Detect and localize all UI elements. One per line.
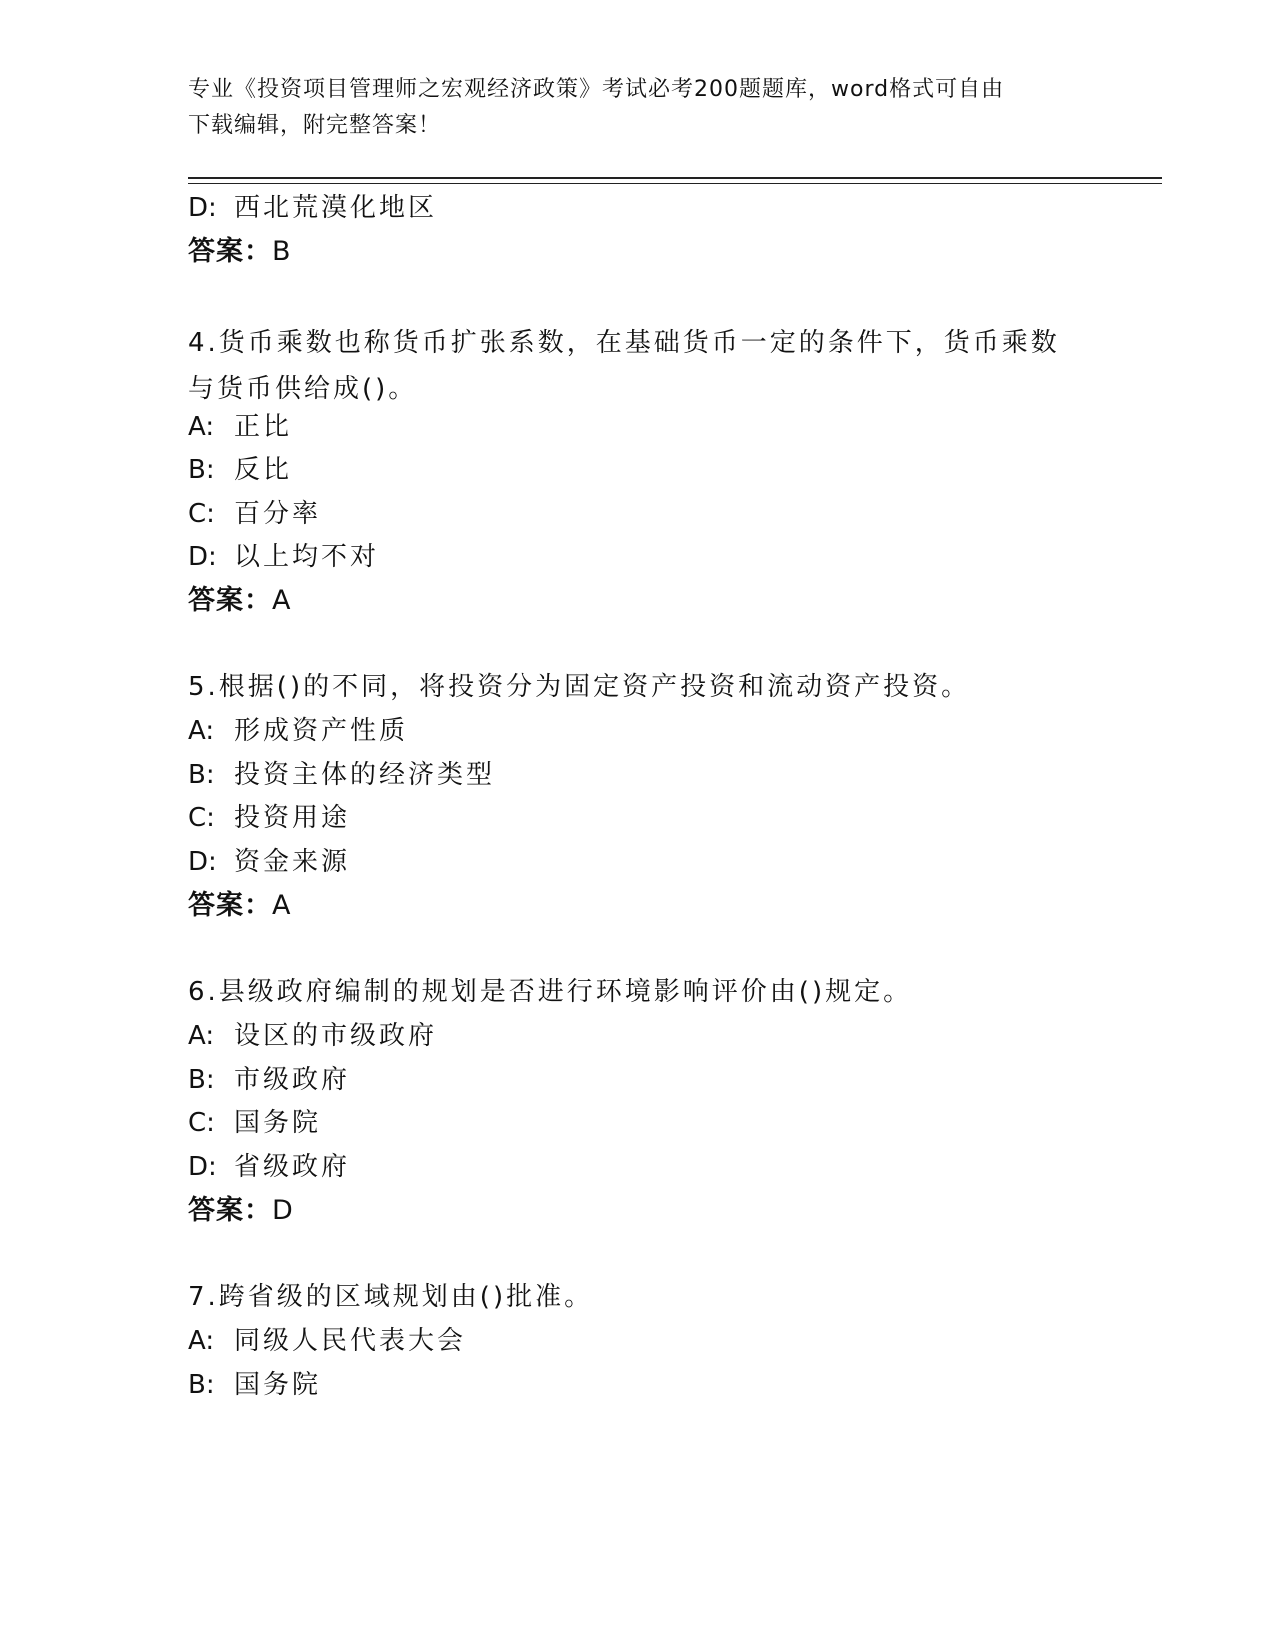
question-4-option-c bbox=[188, 497, 321, 531]
option-letter: A: bbox=[188, 412, 215, 442]
answer-label: 答案： bbox=[188, 890, 272, 921]
option-text: 投资主体的经济类型 bbox=[234, 760, 496, 790]
option-text: 市级政府 bbox=[234, 1065, 351, 1095]
question-5-stem bbox=[188, 670, 970, 704]
option-letter: D: bbox=[188, 542, 217, 572]
carryover-answer bbox=[188, 235, 292, 269]
option-letter: B: bbox=[188, 1065, 215, 1095]
header-rule-thin bbox=[188, 183, 1162, 184]
question-6-option-b bbox=[188, 1063, 350, 1097]
option-text: 西北荒漠化地区 bbox=[234, 193, 438, 223]
option-letter: A: bbox=[188, 1326, 215, 1356]
answer-label: 答案： bbox=[188, 1195, 272, 1226]
option-text: 国务院 bbox=[234, 1108, 322, 1138]
question-5-stem-text: 5.根据()的不同，将投资分为固定资产投资和流动资产投资。 bbox=[188, 672, 971, 702]
option-letter: D: bbox=[188, 193, 217, 223]
option-letter: B: bbox=[188, 760, 215, 790]
option-text: 反比 bbox=[234, 455, 293, 485]
question-7-option-a bbox=[188, 1324, 466, 1358]
question-5-option-a bbox=[188, 714, 408, 748]
question-4-option-d bbox=[188, 540, 379, 574]
option-letter: D: bbox=[188, 847, 217, 877]
question-4-option-b bbox=[188, 453, 292, 487]
answer-label: 答案： bbox=[188, 236, 272, 267]
question-4-stem-line-2: 与货币供给成()。 bbox=[188, 374, 418, 404]
question-6-option-a bbox=[188, 1019, 437, 1053]
carryover-option-d bbox=[188, 191, 437, 225]
option-letter: D: bbox=[188, 1152, 217, 1182]
question-6-answer bbox=[188, 1194, 294, 1228]
option-text: 投资用途 bbox=[234, 803, 351, 833]
question-5-option-b bbox=[188, 758, 495, 792]
question-6-option-c bbox=[188, 1106, 321, 1140]
question-5-option-c bbox=[188, 801, 350, 835]
question-7-option-b bbox=[188, 1368, 321, 1402]
option-letter: B: bbox=[188, 455, 215, 485]
option-text: 资金来源 bbox=[234, 847, 351, 877]
option-text: 省级政府 bbox=[234, 1152, 351, 1182]
question-4-answer bbox=[188, 584, 291, 618]
option-letter: A: bbox=[188, 716, 215, 746]
answer-value: B bbox=[272, 236, 292, 267]
option-letter: C: bbox=[188, 499, 215, 529]
question-4-stem-line-1: 4.货币乘数也称货币扩张系数，在基础货币一定的条件下，货币乘数 bbox=[188, 328, 1060, 358]
answer-value: A bbox=[272, 585, 292, 616]
option-letter: C: bbox=[188, 1108, 215, 1138]
option-letter: C: bbox=[188, 803, 215, 833]
question-4-option-a bbox=[188, 410, 292, 444]
answer-label: 答案： bbox=[188, 585, 272, 616]
option-text: 同级人民代表大会 bbox=[234, 1326, 467, 1356]
option-text: 正比 bbox=[234, 412, 293, 442]
option-letter: A: bbox=[188, 1021, 215, 1051]
question-6-stem bbox=[188, 975, 912, 1009]
option-letter: B: bbox=[188, 1370, 215, 1400]
question-6-stem-text: 6.县级政府编制的规划是否进行环境影响评价由()规定。 bbox=[188, 977, 913, 1007]
option-text: 百分率 bbox=[234, 499, 322, 529]
question-5-answer bbox=[188, 889, 291, 923]
question-6-option-d bbox=[188, 1150, 350, 1184]
option-text: 形成资产性质 bbox=[234, 716, 409, 746]
header-title-line-1: 专业《投资项目管理师之宏观经济政策》考试必考200题题库，word格式可自由 bbox=[188, 77, 1005, 102]
header-rule-thick bbox=[188, 177, 1162, 179]
question-7-stem-text: 7.跨省级的区域规划由()批准。 bbox=[188, 1282, 594, 1312]
question-5-option-d bbox=[188, 845, 350, 879]
question-7-stem bbox=[188, 1280, 593, 1314]
answer-value: D bbox=[272, 1195, 294, 1226]
option-text: 以上均不对 bbox=[234, 542, 380, 572]
option-text: 设区的市级政府 bbox=[234, 1021, 438, 1051]
answer-value: A bbox=[272, 890, 292, 921]
option-text: 国务院 bbox=[234, 1370, 322, 1400]
question-4-stem bbox=[188, 320, 1068, 412]
document-header bbox=[188, 72, 1088, 144]
header-title-line-2: 下载编辑，附完整答案！ bbox=[188, 113, 442, 138]
